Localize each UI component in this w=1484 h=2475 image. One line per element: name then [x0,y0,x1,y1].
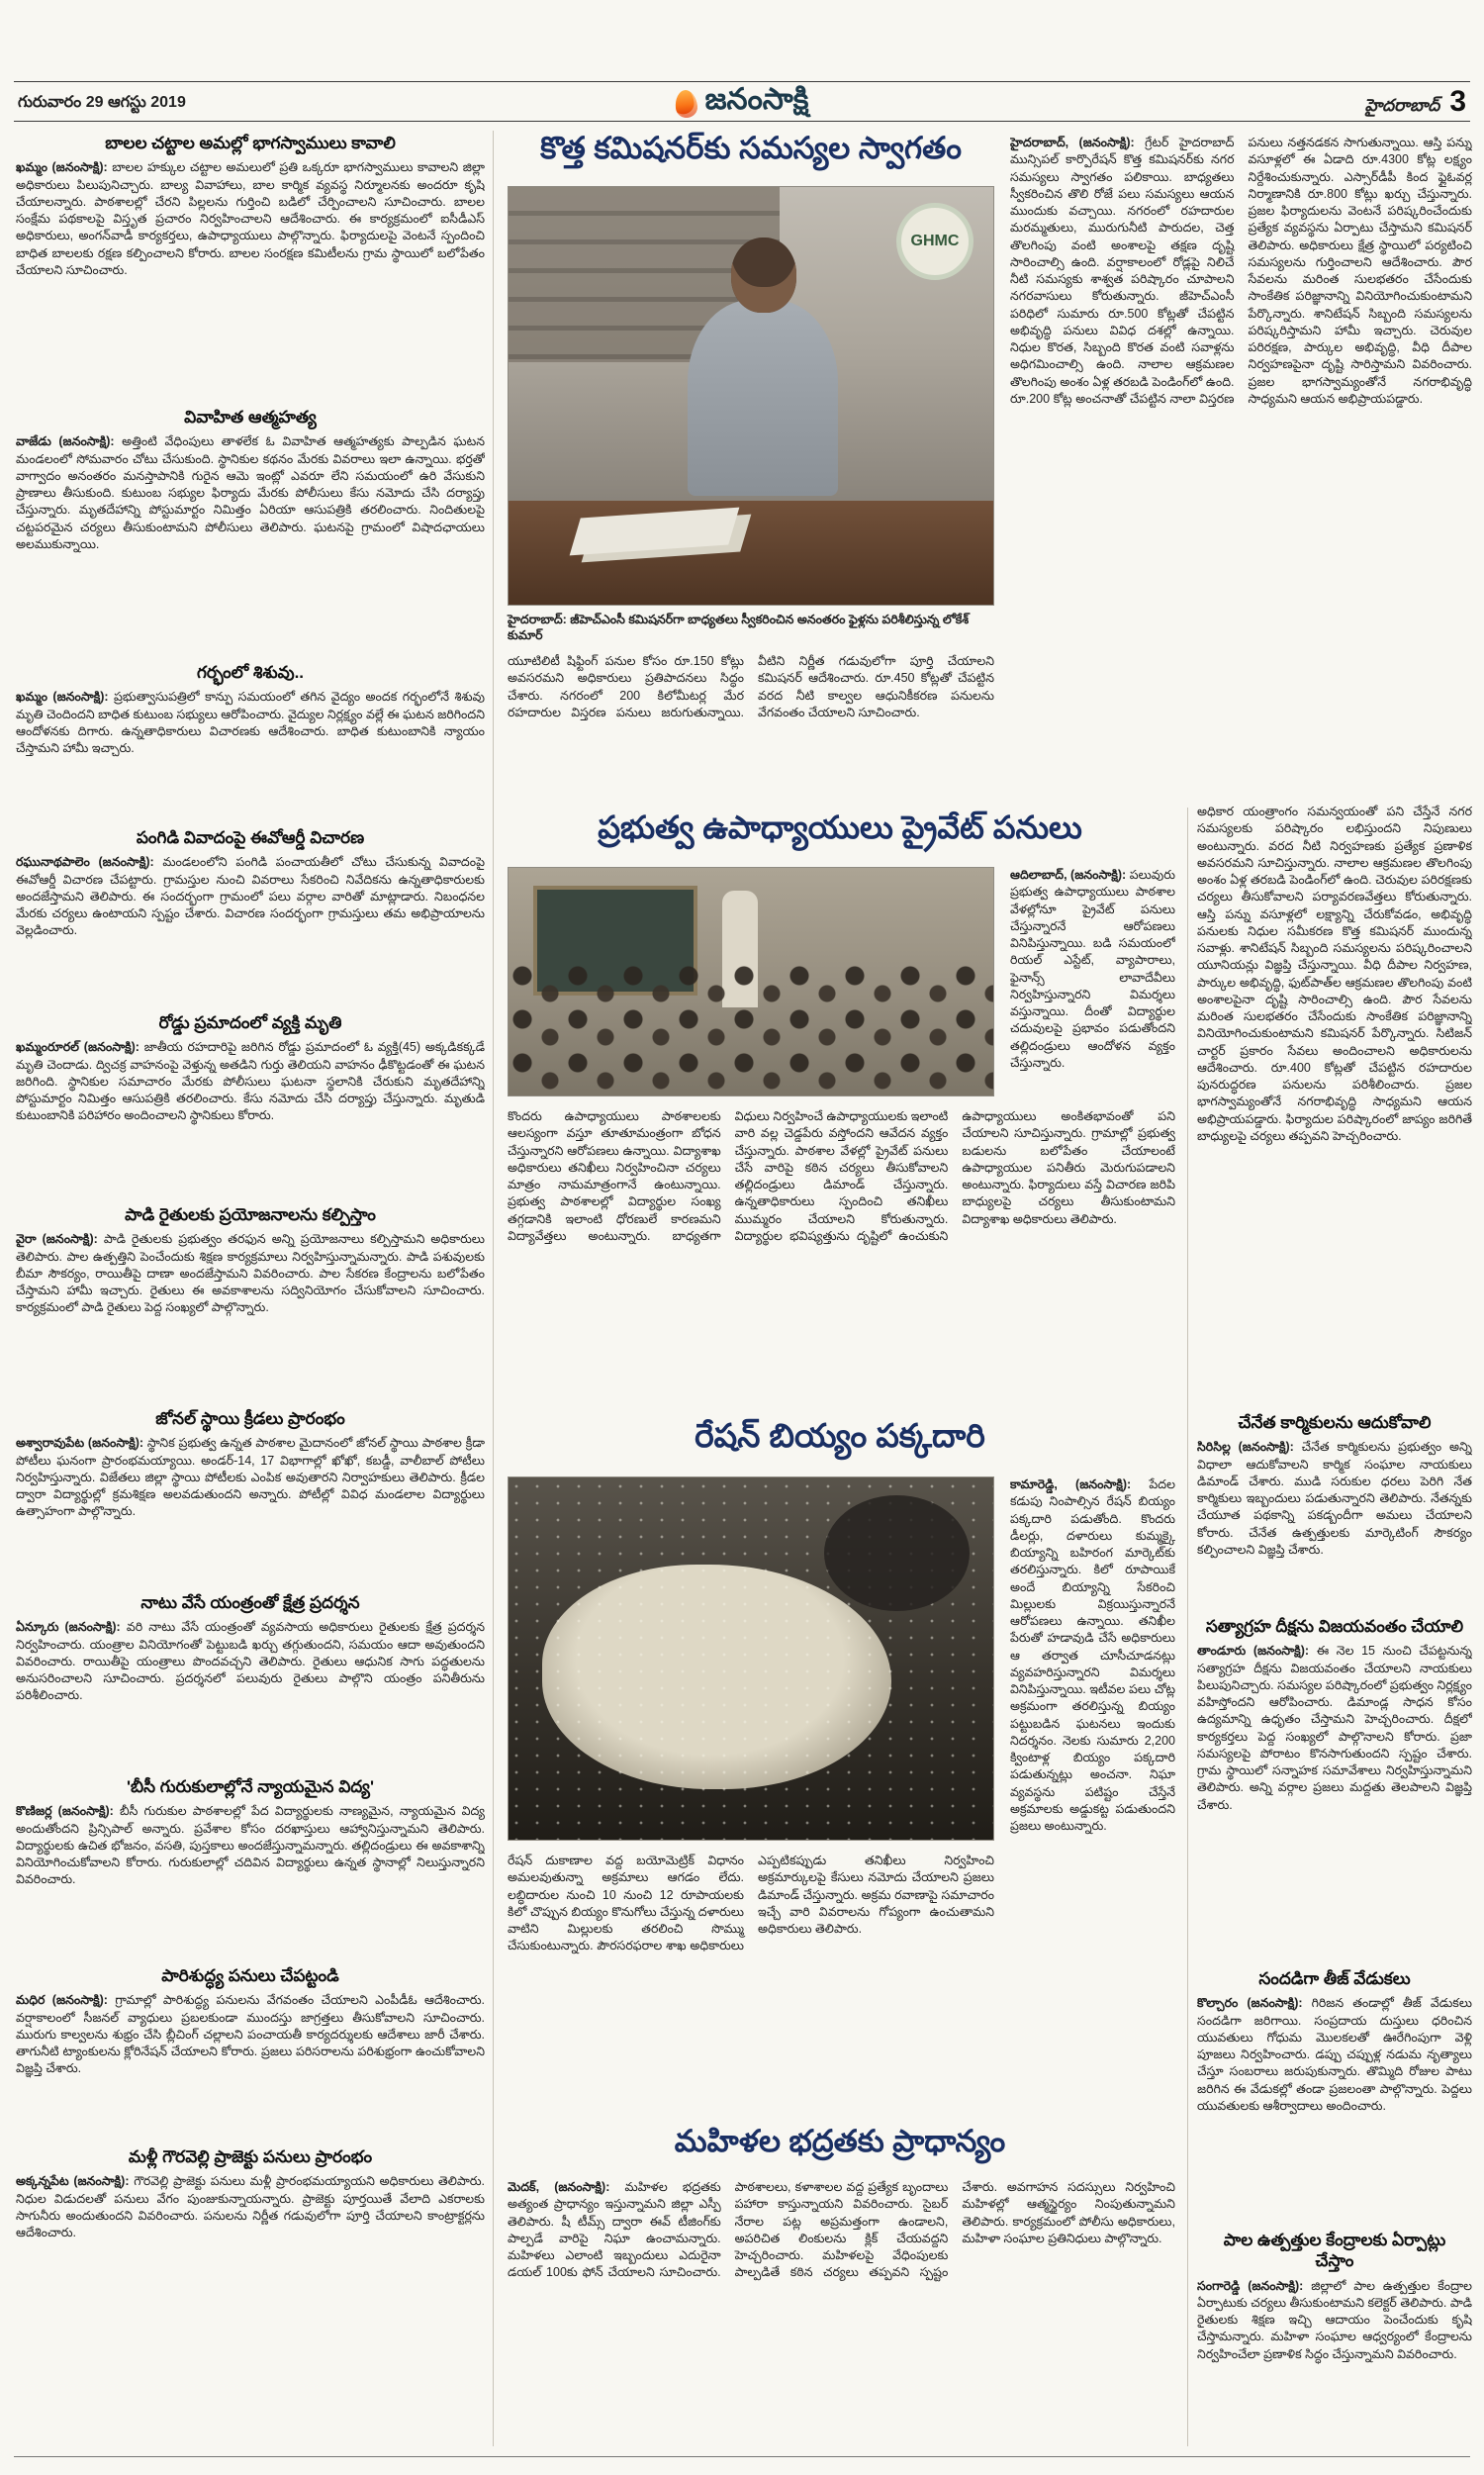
article-road-accident [16,1010,485,1193]
story-text-right [1010,135,1472,800]
article-weavers [1197,1409,1472,1607]
body-paragraph [508,1108,1175,1245]
shadow-shape [824,1495,970,1611]
story-text-bottom [508,1108,1175,1397]
dateline: ఖమ్మంరూరల్ (జనంసాక్షి): [16,1040,139,1055]
body-text: జిల్లాలో పాల ఉత్పత్తుల కేంద్రాల ఏర్పాటుకు చర్యలు తీసుకుంటామని కలెక్టర్ తెలిపారు. పాడి రైతులకు శిక్షణ ఇచ్చి ఆదాయం పెంచేందుకు కృషి చేస్తామన్నారు. మహిళా సంఘాల ఆధ్వర్యంలో కేంద్రాలను నిర్వహించేలా ప్రణాళిక సిద్ధం చేస్తున్నామని వివరించారు. [1197,2278,1472,2361]
dateline: రఘునాథపాలెం (జనంసాక్షి): [16,855,154,870]
article-title: రోడ్డు ప్రమాదంలో వ్యక్తి మృతి [158,1013,342,1032]
body-text: పేదల కడుపు నింపాల్సిన రేషన్ బియ్యం పక్కదారి పడుతోంది. కొందరు డీలర్లు, దళారులు కుమ్మక్కై బియ్యాన్ని బహిరంగ మార్కెట్‌కు తరలిస్తున్నారు. కిలో రూపాయికే అందే బియ్యాన్ని సేకరించి మిల్లులకు విక్రయిస్తున్నారనే ఆరోపణలు ఉన్నాయి. తనిఖీల పేరుతో హడావుడి చేసే అధికారులు ఆ తర్వాత చూసీచూడనట్లు వ్యవహరిస్తున్నారని విమర్శలు వినిపిస్తున్నాయి. ఇటీవల పలు చోట్ల అక్రమంగా తరలిస్తున్న బియ్యం పట్టుబడిన ఘటనలు ఇందుకు నిదర్శనం. నెలకు సుమారు 2,200 క్వింటాళ్ల బియ్యం పక్కదారి పడుతున్నట్లు అంచనా. నిఘా వ్యవస్థను పటిష్టం చేస్తేనే అక్రమాలకు అడ్డుకట్ట పడుతుందని ప్రజలు అంటున్నారు. [1010,1477,1175,1833]
story-text-right [1010,867,1175,1096]
article-milk-centres [1197,2227,1472,2434]
article-body [1197,1439,1472,1559]
article-gouravelli-project [16,2144,485,2285]
dateline: ఏన్కూరు (జనంసాక్షి): [16,1620,121,1635]
page-number: 3 [1449,85,1466,118]
article-title: వివాహిత ఆత్మహత్య [184,408,317,427]
masthead [14,83,1470,121]
article-body [1197,2278,1472,2363]
article-title: బాలల చట్టాల అమల్లో భాగస్వాములు కావాలి [105,134,396,152]
story-headline: ప్రభుత్వ ఉపాధ్యాయులు ప్రైవేట్ పనులు [598,809,1082,845]
article-body [16,2173,485,2241]
flame-icon [674,88,698,118]
article-body [1197,1995,1472,2115]
right-column [1197,804,1472,2440]
person-shape [688,300,838,496]
article-title: పాల ఉత్పత్తుల కేంద్రాలకు ఏర్పాట్లు చేస్తాం [1223,2231,1446,2271]
article-married-woman-suicide [16,405,485,651]
strip-continuation [1197,804,1472,1403]
article-pangidi-enquiry [16,825,485,1001]
article-body [16,1619,485,1704]
dateline: సంగారెడ్డి (జనంసాక్షి): [1197,2278,1304,2293]
masthead-rule-top [14,81,1470,82]
article-body [16,689,485,757]
body-paragraph [508,653,994,721]
dateline: తాండూరు (జనంసాక్షి): [1197,1644,1310,1659]
body-paragraph [1010,867,1175,1072]
body-text: గ్రామాల్లో పారిశుద్ధ్య పనులను వేగవంతం చేయాలని ఎంపీడీఓ ఆదేశించారు. వర్షాకాలంలో సీజనల్ వ్యాధులు ప్రబలకుండా ముందస్తు జాగ్రత్తలు తీసుకోవాలని సూచించారు. మురుగు కాల్వలను శుభ్రం చేసి బ్లీచింగ్ చల్లాలని పంచాయతీ కార్యదర్శులకు ఆదేశాలు జారీ చేశారు. తాగునీటి ట్యాంకులను క్లోరినేషన్ చేయాలని కోరారు. ప్రజలు పరిసరాలను పరిశుభ్రంగా ఉంచుకోవాలని విజ్ఞప్తి చేశారు. [16,1993,485,2076]
body-text: మహిళల భద్రతకు అత్యంత ప్రాధాన్యం ఇస్తున్నామని జిల్లా ఎస్పీ తెలిపారు. షీ టీమ్స్ ద్వారా ఈవ్ టీజింగ్‌కు పాల్పడే వారిపై నిఘా ఉంచామన్నారు. మహిళలు ఎలాంటి ఇబ్బందులు ఎదురైనా డయల్ 100కు ఫోన్ చేయాలని సూచించారు. పాఠశాలలు, కళాశాలల వద్ద ప్రత్యేక బృందాలు పహారా కాస్తున్నాయని వివరించారు. సైబర్ నేరాల పట్ల అప్రమత్తంగా ఉండాలని, అపరిచిత లింకులను క్లిక్ చేయవద్దని హెచ్చరించారు. మహిళలపై వేధింపులకు పాల్పడితే కఠిన చర్యలు తప్పవని స్పష్టం చేశారు. అవగాహన సదస్సులు నిర్వహించి మహిళల్లో ఆత్మస్థైర్యం నింపుతున్నామని తెలిపారు. కార్యక్రమంలో పోలీసు అధికారులు, మహిళా సంఘాల ప్రతినిధులు పాల్గొన్నారు. [508,2180,1175,2280]
dateline: మధిర (జనంసాక్షి): [16,1993,108,2008]
article-title: 'బీసీ గురుకులాల్లోనే న్యాయమైన విద్య' [126,1777,375,1796]
body-text: చేనేత కార్మికులను ప్రభుత్వం అన్ని విధాలా ఆదుకోవాలని కార్మిక సంఘాల నాయకులు డిమాండ్ చేశారు. ముడి సరుకుల ధరలు పెరిగి నేత కార్మికులు ఇబ్బందులు పడుతున్నారని తెలిపారు. నేతన్నకు చేయూత పథకాన్ని పకడ్బందీగా అమలు చేయాలని కోరారు. చేనేత ఉత్పత్తులకు మార్కెటింగ్ సౌకర్యం కల్పించాలని విజ్ఞప్తి చేశారు. [1197,1440,1472,1557]
article-title: మళ్లీ గౌరవెల్లి ప్రాజెక్టు పనులు ప్రారంభం [128,2147,373,2166]
dateline: హైదరాబాద్, (జనంసాక్షి): [1010,136,1135,149]
ghmc-logo: GHMC [896,203,974,280]
dateline: వాజేడు (జనంసాక్షి): [16,434,115,449]
dateline: ఆదిలాబాద్, (జనంసాక్షి): [1010,868,1127,882]
body-text: మండలంలోని పంగిడి పంచాయతీలో చోటు చేసుకున్న వివాదంపై ఈవోఆర్డీ విచారణ చేపట్టారు. గ్రామస్తుల నుంచి వివరాలు సేకరించి నివేదికను ఉన్నతాధికారులకు అందజేస్తామని తెలిపారు. ఈ సందర్భంగా గ్రామంలో పలు వర్గాల వారితో మాట్లాడారు. నిబంధనల మేరకు చర్యలు ఉంటాయని స్పష్టం చేశారు. విచారణ సందర్భంగా గ్రామస్తులు తమ అభిప్రాయాలను వెల్లడించారు. [16,855,485,938]
person-head-shape [731,238,796,313]
article-sanitation [16,1963,485,2136]
article-bc-gurukulam [16,1774,485,1954]
body-text: గౌరవెల్లి ప్రాజెక్టు పనులు మళ్లీ ప్రారంభమయ్యాయని అధికారులు తెలిపారు. నిధుల విడుదలతో పనులు వేగం పుంజుకున్నాయన్నారు. ప్రాజెక్టు పూర్తయితే వేలాది ఎకరాలకు సాగునీరు అందుతుందని వివరించారు. పనులను నిర్ణీత గడువులోగా పూర్తి చేయాలని కాంట్రాక్టర్లను ఆదేశించారు. [16,2174,485,2239]
body-text: గ్రేటర్ హైదరాబాద్ మున్సిపల్ కార్పొరేషన్ కొత్త కమిషనర్‌కు నగర సమస్యలు స్వాగతం పలికాయి. బాధ్యతలు స్వీకరించిన తొలి రోజే పలు సమస్యలు ఆయన ముందుకు వచ్చాయి. నగరంలో రహదారుల మరమ్మతులు, మురుగునీటి పారుదల, చెత్త తొలగింపు వంటి అంశాలపై తక్షణ దృష్టి సారించాల్సి ఉంది. వర్షాకాలంలో రోడ్లపై నిలిచే నీటి సమస్యకు శాశ్వత పరిష్కారం చూపాలని నగరవాసులు కోరుతున్నారు. జీహెచ్ఎంసీ పరిధిలో సుమారు రూ.500 కోట్లతో చేపట్టిన అభివృద్ధి పనులు వివిధ దశల్లో ఉన్నాయి. నిధుల కొరత, సిబ్బంది కొరత వంటి సవాళ్లను అధిగమించాల్సి ఉంది. నాలాల ఆక్రమణల తొలగింపు అంశం ఏళ్ల తరబడి పెండింగ్‌లో ఉంది. రూ.200 కోట్ల అంచనాతో చేపట్టిన నాలా విస్తరణ పనులు నత్తనడకన సాగుతున్నాయి. ఆస్తి పన్ను వసూళ్లలో ఈ ఏడాది రూ.4300 కోట్ల లక్ష్యం నిర్దేశించుకున్నారు. ఎస్సార్‌డీపీ కింద ఫ్లైఓవర్ల నిర్మాణానికి రూ.800 కోట్లు ఖర్చు చేస్తున్నారు. ప్రజల ఫిర్యాదులను వెంటనే పరిష్కరించేందుకు ప్రత్యేక వ్యవస్థను ఏర్పాటు చేస్తామని కమిషనర్ తెలిపారు. అధికారులు క్షేత్ర స్థాయిలో పర్యటించి సమస్యలను గుర్తించాలని ఆదేశించారు. పౌర సేవలను మరింత సులభతరం చేసేందుకు సాంకేతిక పరిజ్ఞానాన్ని వినియోగించుకుంటామని పేర్కొన్నారు. శానిటేషన్ సిబ్బంది సమస్యలను పరిష్కరిస్తామని హామీ ఇచ్చారు. చెరువుల పరిరక్షణ, పార్కుల అభివృద్ధి, వీధి దీపాల నిర్వహణపైనా దృష్టి సారిస్తామని వివరించారు. ప్రజల భాగస్వామ్యంతోనే నగరాభివృద్ధి సాధ్యమని ఆయన అభిప్రాయపడ్డారు. [1010,136,1472,406]
dateline: కామారెడ్డి, (జనంసాక్షి): [1010,1477,1132,1491]
story-headline: మహిళల భద్రతకు ప్రాధాన్యం [674,2124,1006,2158]
story-text [508,2179,1175,2440]
newspaper-name: జనంసాక్షి [704,83,809,116]
body-text: గిరిజన తండాల్లో తీజ్ వేడుకలు సందడిగా జరిగాయి. సంప్రదాయ దుస్తులు ధరించిన యువతులు గోధుమ మొలకలతో ఊరేగింపుగా వెళ్లి పూజలు నిర్వహించారు. డప్పు చప్పుళ్ల నడుమ నృత్యాలు చేస్తూ సంబరాలు జరుపుకున్నారు. తొమ్మిది రోజుల పాటు జరిగిన ఈ వేడుకల్లో తండా ప్రజలంతా పాల్గొన్నారు. పెద్దలు యువతులకు ఆశీర్వాదాలు అందించారు. [1197,1996,1472,2113]
body-paragraph [508,2179,1175,2282]
dateline: కొల్చారం (జనంసాక్షి): [1197,1996,1303,2011]
city-name: హైదరాబాద్ [1364,96,1440,115]
article-body [16,433,485,553]
article-body [16,854,485,939]
column-divider-left [493,131,494,2446]
article-transplanter-demo [16,1590,485,1765]
article-title: నాటు వేసే యంత్రంతో క్షేత్ర ప్రదర్శన [140,1593,360,1612]
story-text-right [1010,1476,1175,2100]
dateline: మెదక్, (జనంసాక్షి): [508,2180,610,2194]
body-paragraph [1197,804,1472,1145]
article-body [16,1231,485,1316]
body-text: అధికార యంత్రాంగం సమన్వయంతో పని చేస్తేనే నగర సమస్యలకు పరిష్కారం లభిస్తుందని నిపుణులు అంటున్నారు. వరద నీటి నిర్వహణకు ప్రత్యేక ప్రణాళిక అవసరమని సూచిస్తున్నారు. నాలాల ఆక్రమణల తొలగింపు అంశం ఏళ్ల తరబడి పెండింగ్‌లో ఉంది. చెరువుల పరిరక్షణకు చర్యలు తీసుకోవాలని పర్యావరణవేత్తలు కోరుతున్నారు. ఆస్తి పన్ను వసూళ్లలో లక్ష్యాన్ని చేరుకోవడం, అభివృద్ధి పనులకు నిధుల సమీకరణ కొత్త కమిషనర్ ముందున్న సవాళ్లు. శానిటేషన్ సిబ్బంది సమస్యలను పరిష్కరించాలని యూనియన్లు విజ్ఞప్తి చేస్తున్నాయి. వీధి దీపాల నిర్వహణ, పార్కుల అభివృద్ధి, ఫుట్‌పాత్‌ల ఆక్రమణల తొలగింపు వంటి అంశాలపైనా దృష్టి సారించాల్సి ఉంది. పౌర సేవలను మరింత సులభతరం చేసేందుకు సాంకేతిక పరిజ్ఞానాన్ని వినియోగించుకుంటామని కమిషనర్ పేర్కొన్నారు. సిటిజన్ చార్టర్ ప్రకారం సేవలు అందించాలని అధికారులను ఆదేశించారు. రూ.400 కోట్లతో చేపట్టిన రహదారుల పునరుద్ధరణ పనులను పరిశీలించారు. ప్రజల భాగస్వామ్యంతోనే నగరాభివృద్ధి సాధ్యమని ఆయన అభిప్రాయపడ్డారు. ఫిర్యాదుల పరిష్కారంలో జాప్యం జరిగితే బాధ్యులపై చర్యలు తప్పవని హెచ్చరించారు. [1197,805,1472,1143]
article-title: పాడి రైతులకు ప్రయోజనాలను కల్పిస్తాం [125,1205,376,1224]
article-body [16,1803,485,1888]
body-text: అత్తింటి వేధింపులు తాళలేక ఓ వివాహిత ఆత్మహత్యకు పాల్పడిన ఘటన మండలంలో సోమవారం చోటు చేసుకుంది. స్థానికుల కథనం మేరకు వివరాలు ఇలా ఉన్నాయి. భర్తతో వాగ్వాదం అనంతరం మనస్తాపానికి గురైన ఆమె ఇంట్లో ఎవరూ లేని సమయంలో ఉరి వేసుకుని ప్రాణాలు తీసుకుంది. కుటుంబ సభ్యుల ఫిర్యాదు మేరకు పోలీసులు కేసు నమోదు చేసి దర్యాప్తు చేస్తున్నారు. మృతదేహాన్ని పోస్టుమార్టం నిమిత్తం ఏరియా ఆసుపత్రికి తరలించారు. నిందితులపై చట్టపరమైన చర్యలు తీసుకుంటామని పోలీసులు తెలిపారు. ఘటనపై గ్రామంలో విషాదఛాయలు అలముకున్నాయి. [16,434,485,551]
body-text: జాతీయ రహదారిపై జరిగిన రోడ్డు ప్రమాదంలో ఓ వ్యక్తి(45) అక్కడికక్కడే మృతి చెందాడు. ద్విచక్ర వాహనంపై వెళ్తున్న అతడిని గుర్తు తెలియని వాహనం ఢీకొట్టడంతో ఈ ఘటన జరిగింది. స్థానికుల సమాచారం మేరకు పోలీసులు ఘటనా స్థలానికి చేరుకుని మృతదేహాన్ని పోస్టుమార్టం నిమిత్తం ఆసుపత్రికి తరలించారు. కేసు నమోదు చేసి దర్యాప్తు చేస్తున్నారు. మృతుడి కుటుంబానికి పరిహారం అందించాలని స్థానికులు కోరారు. [16,1040,485,1123]
article-title: పారిశుద్ధ్య పనులు చేపట్టండి [161,1966,339,1985]
article-body [1197,1643,1472,1814]
dateline: అశ్వారావుపేట (జనంసాక్షి): [16,1436,144,1451]
story-new-commissioner [500,129,1472,804]
photo-classroom [508,867,994,1096]
dateline: సిరిసిల్ల (జనంసాక్షి): [1197,1440,1294,1455]
article-body [16,1435,485,1520]
dateline: ఖమ్మం (జనంసాక్షి): [16,160,108,175]
article-dairy-farmers [16,1202,485,1397]
edition-info [1365,85,1466,120]
body-text: బాలల హక్కుల చట్టాల అమలులో ప్రతి ఒక్కరూ భాగస్వాములు కావాలని జిల్లా అధికారులు పిలుపునిచ్చారు. బాల్య వివాహాలు, బాల కార్మిక వ్యవస్థ నిర్మూలనకు అందరూ కృషి చేయాలన్నారు. పాఠశాలల్లో చేరని పిల్లలను గుర్తించి బడిలో చేర్పించాలని సూచించారు. బాలల సంక్షేమ పథకాలపై విస్తృత ప్రచారం నిర్వహించాలని ఆదేశించారు. ఈ కార్యక్రమంలో ఐసీడీఎస్ అధికారులు, అంగన్‌వాడీ కార్యకర్తలు, ఉపాధ్యాయులు పాల్గొన్నారు. ఫిర్యాదులపై వెంటనే స్పందించి బాధిత బాలలకు రక్షణ కల్పించాలని కోరారు. బాలల సంరక్షణ కమిటీలను గ్రామ స్థాయిలో బలోపేతం చేయాలని సూచించారు. [16,160,485,277]
students-pattern [509,964,993,1095]
body-paragraph [1010,135,1472,408]
article-title: పంగిడి వివాదంపై ఈవోఆర్డీ విచారణ [136,828,365,847]
photo-caption [508,612,994,644]
body-text: యూటిలిటీ షిఫ్టింగ్ పనుల కోసం రూ.150 కోట్లు అవసరమని అధికారులు ప్రతిపాదనలు సిద్ధం చేశారు. నగరంలో 200 కిలోమీటర్ల మేర రహదారుల విస్తరణ పనులు జరుగుతున్నాయి. వీటిని నిర్ణీత గడువులోగా పూర్తి చేయాలని కమిషనర్ ఆదేశించారు. రూ.450 కోట్లతో చేపట్టిన వరద నీటి కాల్వల ఆధునికీకరణ పనులను వేగవంతం చేయాలని సూచించారు. [508,654,994,719]
article-body [16,1039,485,1124]
newspaper-logo [676,83,809,124]
body-text: కొందరు ఉపాధ్యాయులు పాఠశాలలకు ఆలస్యంగా వస్తూ తూతూమంత్రంగా బోధన చేస్తున్నారని ఆరోపణలు ఉన్నాయి. విద్యాశాఖ అధికారులు తనిఖీలు నిర్వహించినా చర్యలు మాత్రం నామమాత్రంగానే ఉంటున్నాయి. ప్రభుత్వ పాఠశాలల్లో విద్యార్థుల సంఖ్య తగ్గడానికి ఇలాంటి ధోరణులే కారణమని విద్యావేత్తలు అంటున్నారు. బాధ్యతగా విధులు నిర్వహించే ఉపాధ్యాయులకు ఇలాంటి వారి వల్ల చెడ్డపేరు వస్తోందని ఆవేదన వ్యక్తం చేస్తున్నారు. పాఠశాల వేళల్లో ప్రైవేట్ పనులు చేసే వారిపై కఠిన చర్యలు తీసుకోవాలని తల్లిదండ్రులు డిమాండ్ చేస్తున్నారు. ఉన్నతాధికారులు స్పందించి తనిఖీలు ముమ్మరం చేయాలని కోరుతున్నారు. విద్యార్థుల భవిష్యత్తును దృష్టిలో ఉంచుకుని ఉపాధ్యాయులు అంకితభావంతో పని చేయాలని సూచిస్తున్నారు. గ్రామాల్లో ప్రభుత్వ బడులను బలోపేతం చేయాలంటే ఉపాధ్యాయుల పనితీరు మెరుగుపడాలని అంటున్నారు. ఫిర్యాదులు వస్తే విచారణ జరిపి బాధ్యులపై చర్యలు తీసుకుంటామని విద్యాశాఖ అధికారులు తెలిపారు. [508,1109,1175,1243]
article-title: గర్భంలో శిశువు.. [196,663,305,682]
story-teachers-private-work [500,809,1180,1403]
dateline: ఖమ్మం (జనంసాక్షి): [16,690,109,705]
photo-commissioner-desk [508,186,994,606]
body-text: రేషన్ దుకాణాల వద్ద బయోమెట్రిక్ విధానం అమలవుతున్నా అక్రమాలు ఆగడం లేదు. లబ్ధిదారుల నుంచి 10 నుంచి 12 రూపాయలకు కిలో చొప్పున బియ్యం కొనుగోలు చేస్తున్న దళారులు వాటిని మిల్లులకు తరలించి సొమ్ము చేసుకుంటున్నారు. పౌరసరఫరాల శాఖ అధికారులు ఎప్పటికప్పుడు తనిఖీలు నిర్వహించి అక్రమార్కులపై కేసులు నమోదు చేయాలని ప్రజలు డిమాండ్ చేస్తున్నారు. అక్రమ రవాణాపై సమాచారం ఇచ్చే వారి వివరాలను గోప్యంగా ఉంచుతామని అధికారులు తెలిపారు. [508,1854,994,1953]
dateline: వైరా (జనంసాక్షి): [16,1232,98,1247]
story-ration-rice [500,1417,1180,2110]
body-text: వరి నాటు వేసే యంత్రంతో వ్యవసాయ అధికారులు రైతులకు క్షేత్ర ప్రదర్శన నిర్వహించారు. యంత్రాల వినియోగంతో పెట్టుబడి ఖర్చు తగ్గుతుందని, సమయం ఆదా అవుతుందని వివరించారు. రాయితీపై యంత్రాలు పొందవచ్చని తెలిపారు. రైతులు ఆధునిక సాగు పద్ధతులను అనుసరించాలని సూచించారు. ప్రదర్శనలో పలువురు రైతులు పాల్గొని యంత్రం పనితీరును పరిశీలించారు. [16,1620,485,1703]
story-headline: కొత్త కమిషనర్‌కు సమస్యల స్వాగతం [540,131,962,165]
dateline: అక్కన్నపేట (జనంసాక్షి): [16,2174,130,2189]
article-title: చేనేత కార్మికులను ఆదుకోవాలి [1238,1413,1432,1432]
article-satyagraha [1197,1613,1472,1959]
article-title: జోనల్ స్థాయి క్రీడలు ప్రారంభం [155,1409,345,1428]
story-women-safety [500,2124,1180,2448]
article-body [16,159,485,279]
photo-rice-sacks [508,1476,994,1841]
body-text: స్థానిక ప్రభుత్వ ఉన్నత పాఠశాల మైదానంలో జోనల్ స్థాయి పాఠశాల క్రీడా పోటీలు ఘనంగా ప్రారంభమయ్యాయి. అండర్-14, 17 విభాగాల్లో ఖోఖో, కబడ్డీ, వాలీబాల్ పోటీలు నిర్వహిస్తున్నారు. విజేతలు జిల్లా స్థాయి పోటీలకు ఎంపిక అవుతారని నిర్వాహకులు తెలిపారు. క్రీడల ద్వారా విద్యార్థుల్లో క్రమశిక్షణ అలవడుతుందని అన్నారు. పోటీల్లో వివిధ మండలాల విద్యార్థులు ఉత్సాహంగా పాల్గొన్నారు. [16,1436,485,1519]
article-teej-festival [1197,1965,1472,2221]
dateline: కొణిజర్ల (జనంసాక్షి): [16,1804,114,1819]
column-divider-right [1187,808,1188,2446]
article-body [16,1992,485,2077]
body-paragraph [1010,1476,1175,1835]
body-text: పలువురు ప్రభుత్వ ఉపాధ్యాయులు పాఠశాల వేళల్లోనూ ప్రైవేట్ పనులు చేస్తున్నారనే ఆరోపణలు వినిపిస్తున్నాయి. బడి సమయంలో రియల్ ఎస్టేట్, వ్యాపారాలు, ఫైనాన్స్ లావాదేవీలు నిర్వహిస్తున్నారని విమర్శలు వస్తున్నాయి. దీంతో విద్యార్థుల చదువులపై ప్రభావం పడుతోందని తల్లిదండ్రులు ఆందోళన వ్యక్తం చేస్తున్నారు. [1010,868,1175,1070]
article-zonal-sports [16,1406,485,1581]
article-infant [16,660,485,816]
body-text: ఈ నెల 15 నుంచి చేపట్టనున్న సత్యాగ్రహ దీక్షను విజయవంతం చేయాలని నాయకులు పిలుపునిచ్చారు. సమస్యల పరిష్కారంలో ప్రభుత్వం నిర్లక్ష్యం వహిస్తోందని ఆరోపించారు. డిమాండ్ల సాధన కోసం ఉద్యమాన్ని ఉధృతం చేస్తామని హెచ్చరించారు. దీక్షలో కార్యకర్తలు పెద్ద సంఖ్యలో పాల్గొనాలని కోరారు. ప్రజా సమస్యలపై పోరాటం కొనసాగుతుందని స్పష్టం చేశారు. గ్రామ స్థాయిలో సన్నాహక సమావేశాలు నిర్వహిస్తున్నామని తెలిపారు. అన్ని వర్గాల ప్రజలు మద్దతు తెలపాలని విజ్ఞప్తి చేశారు. [1197,1644,1472,1812]
body-text: బీసీ గురుకుల పాఠశాలల్లో పేద విద్యార్థులకు నాణ్యమైన, న్యాయమైన విద్య అందుతోందని ప్రిన్సిపాల్ అన్నారు. ప్రవేశాల కోసం దరఖాస్తులు ఆహ్వానిస్తున్నామని తెలిపారు. విద్యార్థులకు ఉచిత భోజనం, వసతి, పుస్తకాలు అందజేస్తున్నామన్నారు. తల్లిదండ్రులు ఈ అవకాశాన్ని వినియోగించుకోవాలని కోరారు. గురుకులాల్లో చదివిన విద్యార్థులు ఉన్నత స్థానాల్లో నిలుస్తున్నారని వివరించారు. [16,1804,485,1887]
masthead-rule-bottom [14,121,1470,122]
story-headline: రేషన్ బియ్యం పక్కదారి [695,1417,985,1454]
article-title: సందడిగా తీజ్ వేడుకలు [1258,1969,1411,1988]
story-text-bottom [508,1853,994,2100]
caption-text: హైదరాబాద్: జీహెచ్ఎంసీ కమిషనర్‌గా బాధ్యతలు స్వీకరించిన అనంతరం ఫైళ్లను పరిశీలిస్తున్న లోకేశ్ కుమార్ [508,613,970,643]
edition-date: గురువారం 29 ఆగస్టు 2019 [18,94,186,111]
left-column [16,131,485,2294]
body-text: ప్రభుత్వాసుపత్రిలో కాన్పు సమయంలో తగిన వైద్యం అందక గర్భంలోనే శిశువు మృతి చెందిందని బాధిత కుటుంబ సభ్యులు ఆరోపించారు. వైద్యుల నిర్లక్ష్యం వల్లే ఈ ఘటన జరిగిందని ఆందోళనకు దిగారు. ఉన్నతాధికారులు విచారణకు ఆదేశించారు. బాధిత కుటుంబానికి న్యాయం చేస్తామని హామీ ఇచ్చారు. [16,690,485,755]
story-text-bottom [508,653,994,798]
body-text: పాడి రైతులకు ప్రభుత్వం తరఫున అన్ని ప్రయోజనాలు కల్పిస్తామని అధికారులు తెలిపారు. పాల ఉత్పత్తిని పెంచేందుకు శిక్షణ కార్యక్రమాలు నిర్వహిస్తున్నామన్నారు. పాడి పశువులకు బీమా సౌకర్యం, రాయితీపై దాణా అందజేస్తామని వివరించారు. పాల సేకరణ కేంద్రాలను బలోపేతం చేస్తామని హామీ ఇచ్చారు. రైతులు ఈ అవకాశాలను సద్వినియోగం చేసుకోవాలని సూచించారు. కార్యక్రమంలో పాడి రైతులు పెద్ద సంఖ్యలో పాల్గొన్నారు. [16,1232,485,1315]
article-title: సత్యాగ్రహ దీక్షను విజయవంతం చేయాలి [1205,1617,1464,1636]
article-child-laws [16,131,485,396]
body-paragraph [508,1853,994,1955]
page-rule-bottom [14,2456,1470,2457]
